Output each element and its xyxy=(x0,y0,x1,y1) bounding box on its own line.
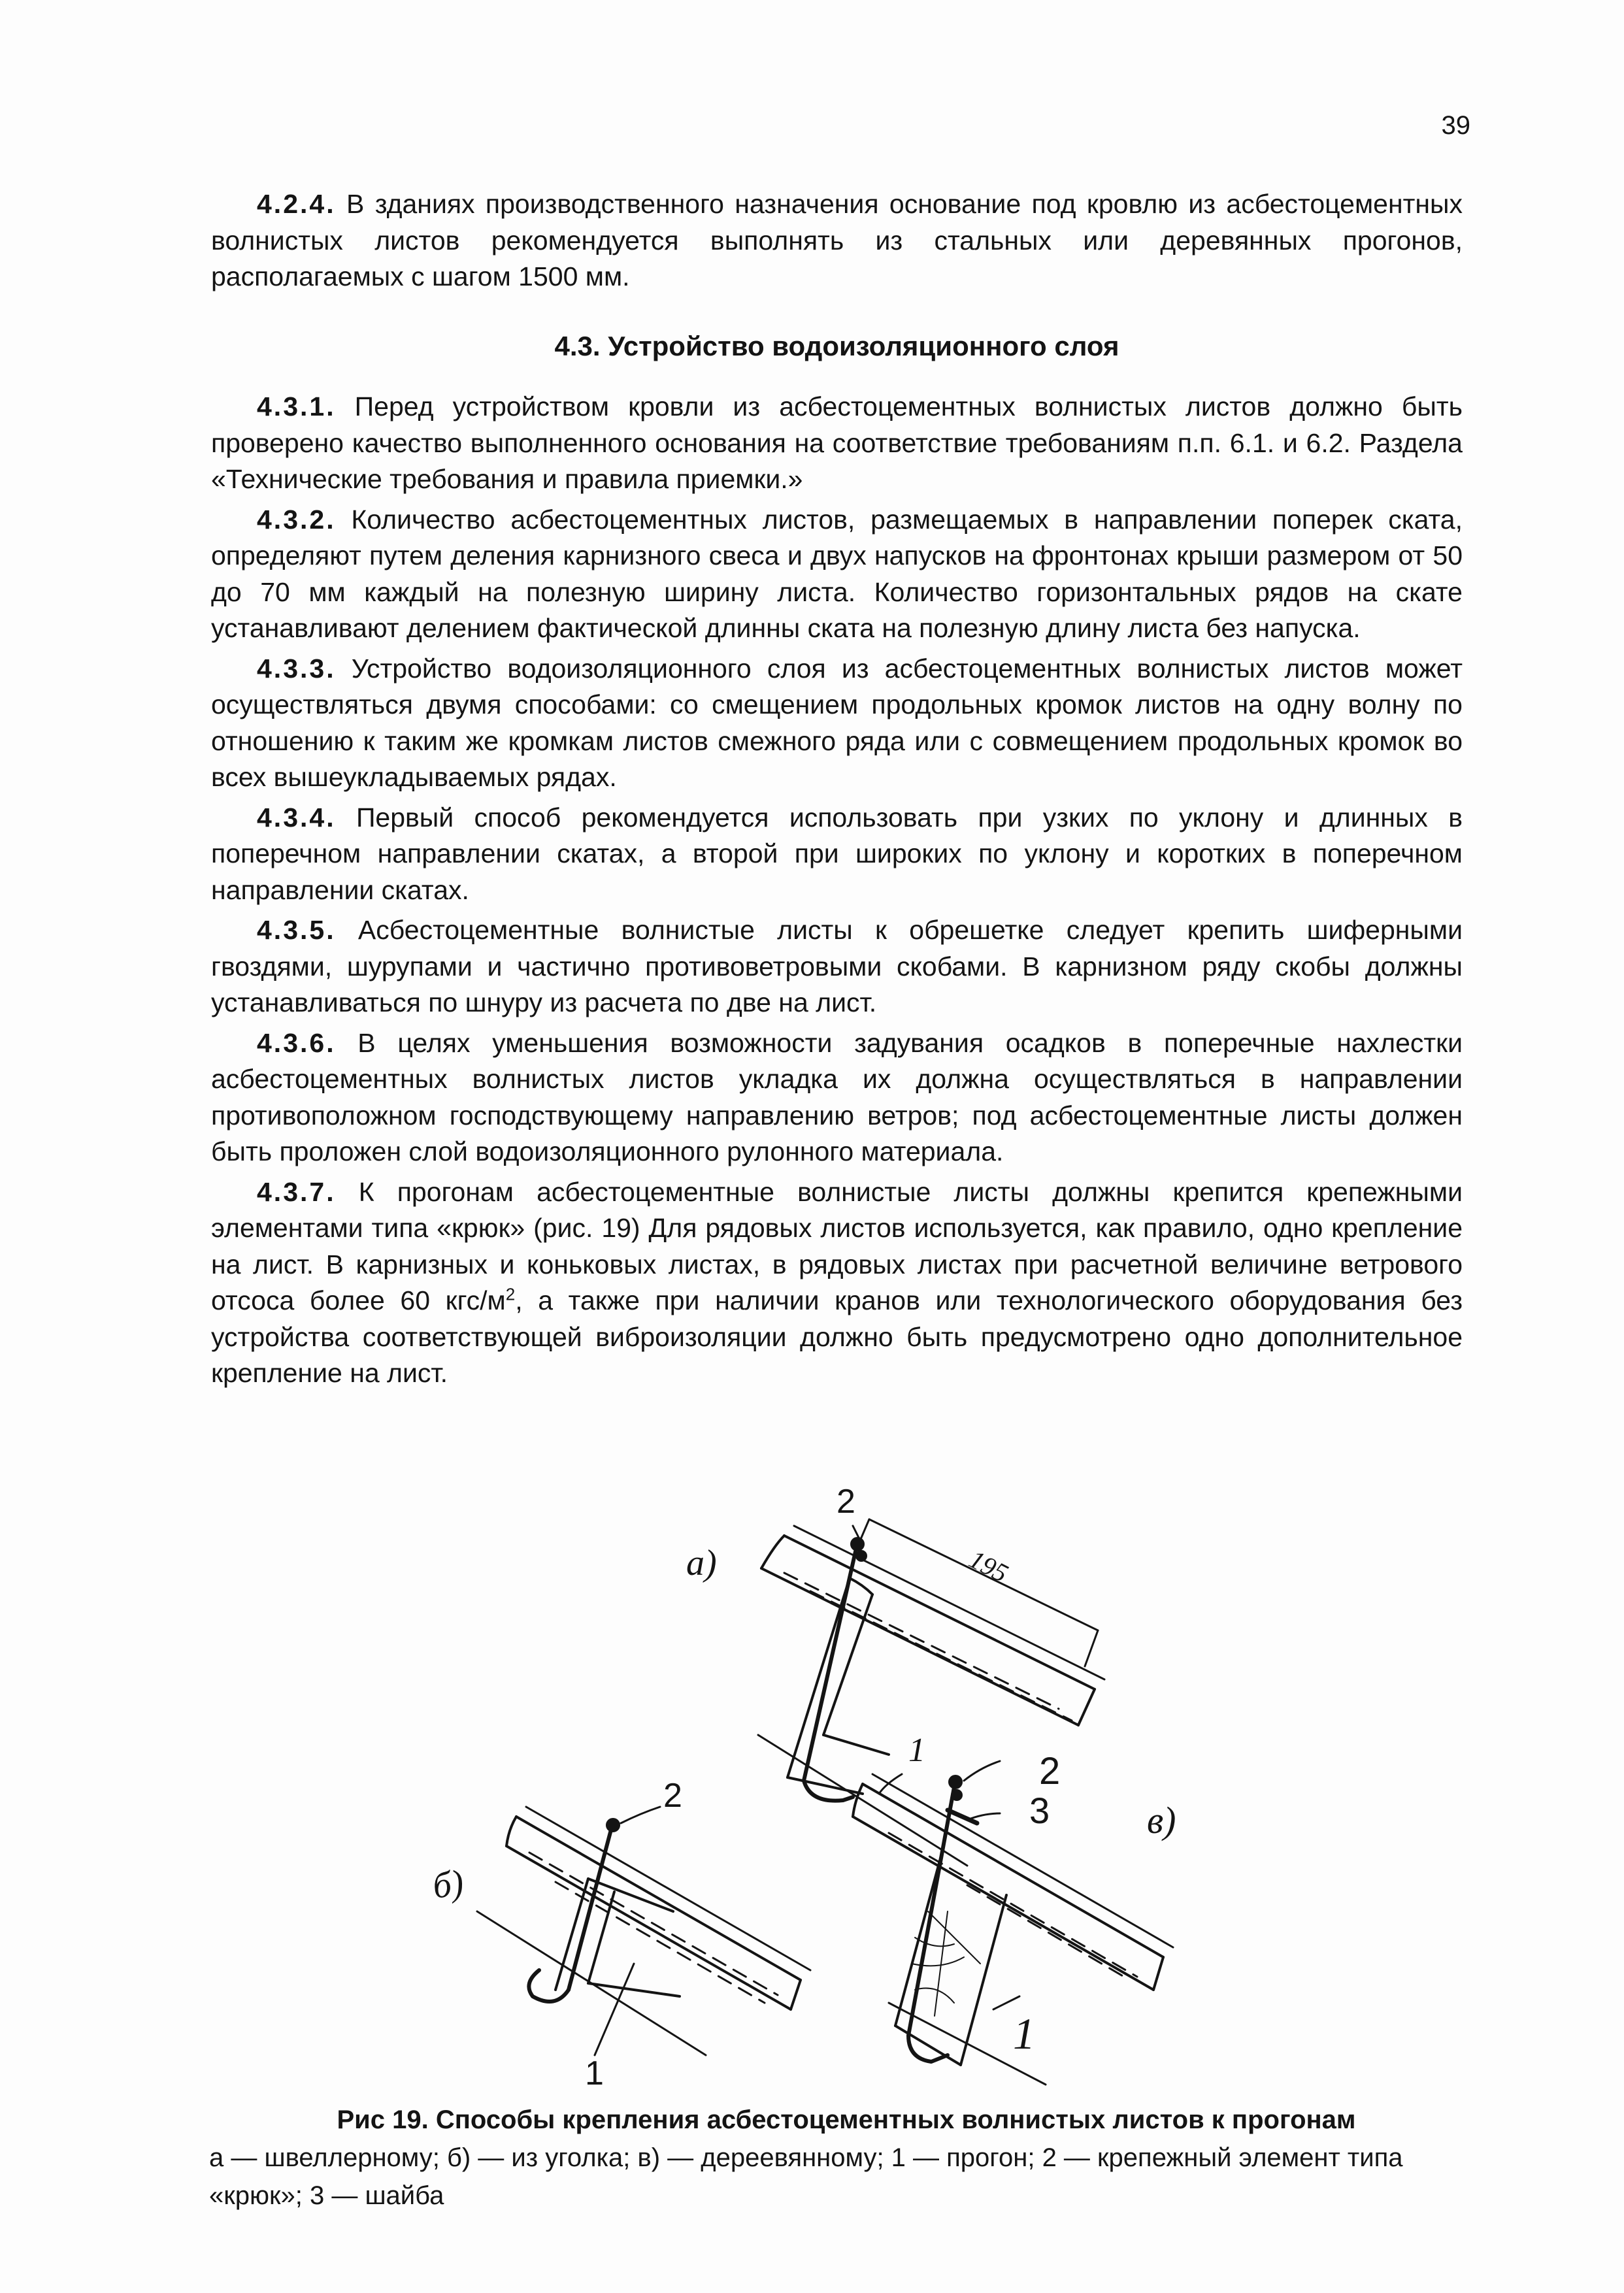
paragraph-text: Первый способ рекомендуется использовать при узких по уклону и длинных в поперечном направлении скатах, а второй при широких по уклону и коротких в поперечном направлении скатах. xyxy=(211,802,1463,905)
superscript: 2 xyxy=(505,1284,516,1304)
paragraph-text: Количество асбестоцементных листов, размещаемых в направлении поперек ската, определяют путем деления карнизного свеса и двух напусков на фронтонах крыши размером от 50 до 70 мм каждый на полезную ширину листа. Количество горизонтальных рядов на скате устанавливают делением фактической длинны ската на полезную длину листа без напуска. xyxy=(211,504,1463,643)
variant-b-drawing xyxy=(477,1807,810,2055)
paragraph-text: Устройство водоизоляционного слоя из асбестоцементных волнистых листов может осуществляться двумя способами: со смещением продольных кромок листов на одну волну по отношению к таким же кромкам листов смежного ряда или с совмещением продольных кромок во всех вышеукладываемых рядах. xyxy=(211,653,1463,792)
callout-3-variant-c: 3 xyxy=(1029,1790,1050,1831)
dimension-label: 195 xyxy=(964,1543,1013,1589)
paragraph-text: Асбестоцементные волнистые листы к обрешетке следует крепить шиферными гвоздями, шурупами и частично противоветровыми скобами. В карнизном ряду скобы должны устанавливаться по шнуру из расчета по две на лист. xyxy=(211,915,1463,1017)
section-title: 4.3. Устройство водоизоляционного слоя xyxy=(554,330,1119,361)
figure-19 xyxy=(392,1428,1229,2094)
paragraph-4-2-4 xyxy=(211,186,1463,295)
paragraph-number: 4.2.4. xyxy=(257,189,336,219)
figure-label-b: б) xyxy=(430,1862,467,1907)
paragraph-4-3-6 xyxy=(211,1025,1463,1170)
paragraph-number: 4.3.2. xyxy=(257,504,336,535)
paragraph-number: 4.3.7. xyxy=(257,1176,336,1207)
callout-1-variant-b: 1 xyxy=(585,2054,604,2092)
paragraph-4-3-1 xyxy=(211,389,1463,498)
figure-label-a: а) xyxy=(686,1543,717,1583)
callout-2-variant-c: 2 xyxy=(1039,1750,1061,1792)
paragraph-4-3-4 xyxy=(211,800,1463,909)
paragraph-text-continued: , а также при наличии кранов или технологического оборудования без устройства соответствующей виброизоляции должно быть предусмотрено одно дополнительное крепление на лист. xyxy=(211,1285,1463,1388)
body-text xyxy=(211,186,1463,1396)
fastening-diagram xyxy=(392,1428,1229,2094)
callout-1-variant-a: 1 xyxy=(908,1732,925,1769)
variant-a-drawing xyxy=(758,1519,1104,1866)
paragraph-number: 4.3.6. xyxy=(257,1027,336,1058)
paragraph-text: Перед устройством кровли из асбестоцементных волнистых листов должно быть проверено качество выполненного основания на соответствие требованиям п.п. 6.1. и 6.2. Раздела «Технические требования и правила приемки.» xyxy=(211,391,1463,494)
paragraph-number: 4.3.1. xyxy=(257,391,336,421)
figure-caption xyxy=(209,2101,1483,2215)
paragraph-4-3-2 xyxy=(211,502,1463,647)
callout-2-variant-b: 2 xyxy=(663,1777,682,1815)
paragraph-4-3-7 xyxy=(211,1174,1463,1392)
paragraph-number: 4.3.5. xyxy=(257,915,336,945)
paragraph-4-3-3 xyxy=(211,651,1463,796)
callout-2-variant-a: 2 xyxy=(837,1483,855,1521)
figure-label-c: в) xyxy=(1147,1799,1176,1841)
paragraph-4-3-5 xyxy=(211,912,1463,1021)
paragraph-text: В зданиях производственного назначения основание под кровлю из асбестоцементных волнистых листов рекомендуется выполнять из стальных или деревянных прогонов, располагаемых с шагом 1500 мм. xyxy=(211,189,1463,291)
caption-title: Рис 19. Способы крепления асбестоцементных волнистых листов к прогонам xyxy=(337,2105,1356,2134)
caption-legend: а — швеллерному; б) — из уголка; в) — дереевянному; 1 — прогон; 2 — крепежный элемент типа «крюк»; 3 — шайба xyxy=(209,2143,1403,2210)
paragraph-number: 4.3.3. xyxy=(257,653,336,684)
page-number: 39 xyxy=(1441,111,1470,140)
callout-1-variant-c: 1 xyxy=(1013,2009,1035,2058)
paragraph-text: К прогонам асбестоцементные волнистые листы должны крепится крепежными элементами типа «крюк» (рис. 19) Для рядовых листов используется, как правило, одно крепление на лист. В карнизных и коньковых листах, в рядовых листах при расчетной величине ветрового отсоса более 60 кгс/м xyxy=(211,1176,1463,1315)
paragraph-text: В целях уменьшения возможности задувания осадков в поперечные нахлестки асбестоцементных волнистых листов укладка их должна осуществляться в направлении противоположном господствующему направлению ветров; под асбестоцементные листы должен быть проложен слой водоизоляционного рулонного материала. xyxy=(211,1027,1463,1166)
paragraph-number: 4.3.4. xyxy=(257,802,336,833)
